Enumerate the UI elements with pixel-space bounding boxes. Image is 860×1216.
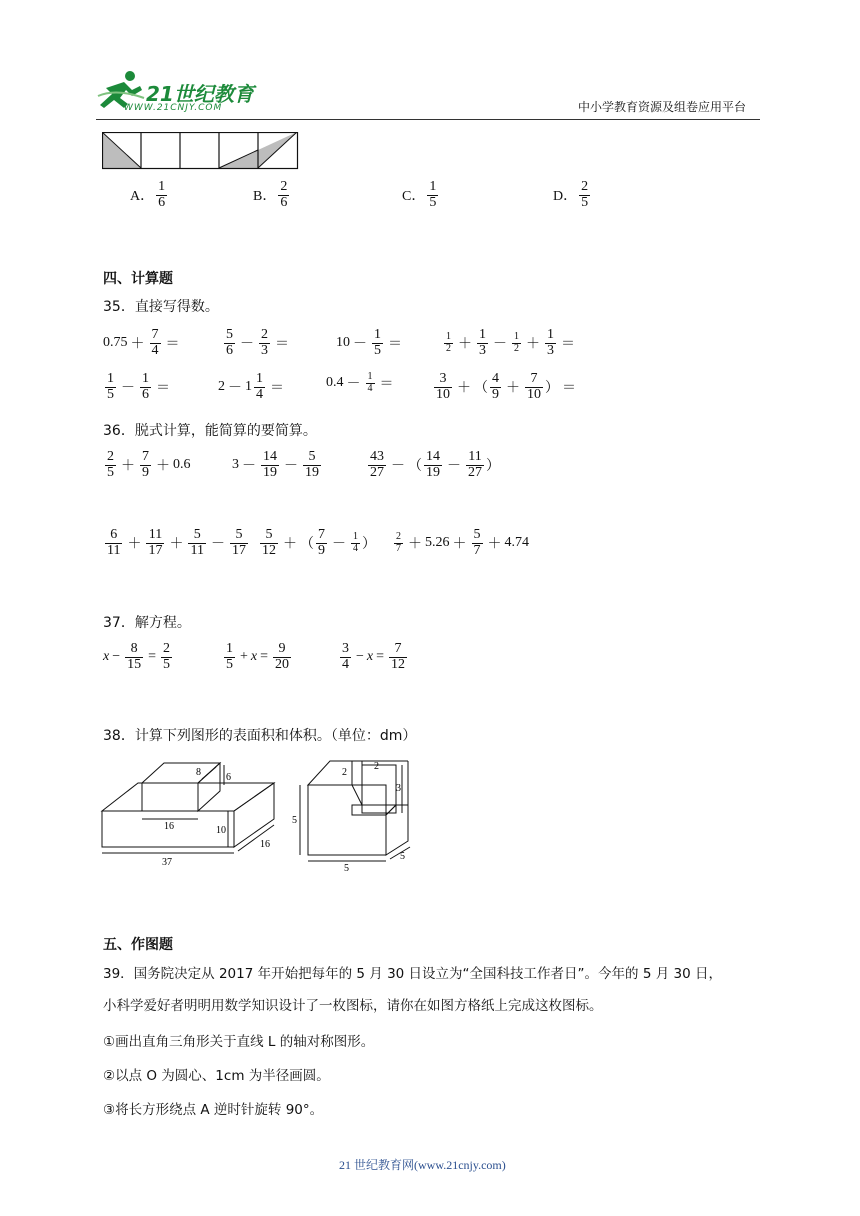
q36-expr-2: 3 － $\frac{14}{19}$ － $\frac{5}{19}$ [232, 449, 319, 480]
q35-expr-5: $\frac{1}{5}$ － $\frac{1}{6}$ ＝ [107, 371, 170, 402]
option-fraction: $\frac{1}{6}$ [158, 179, 166, 210]
section-title-calculation: 四、计算题 [103, 271, 173, 287]
option-fraction: $\frac{2}{5}$ [581, 179, 589, 210]
logo-url: WWW.21CNJY.COM [124, 103, 223, 113]
option-label: A． [130, 189, 155, 205]
header-rule [96, 119, 760, 120]
q37-equation-1: x − $\frac{8}{15}$ = $\frac{2}{5}$ [103, 641, 171, 672]
solid-figure-2 [290, 755, 420, 875]
option-b[interactable] [253, 180, 291, 210]
dim-top-depth: 8 [196, 767, 201, 778]
q37-equation-2: $\frac{1}{5}$ + x = $\frac{9}{20}$ [226, 641, 290, 672]
q35-expr-8: $\frac{3}{10}$ ＋ （ $\frac{4}{9}$ ＋ $\frac{7}{10}$ ） ＝ [436, 371, 576, 402]
q36-expr-1: $\frac{2}{5}$ ＋ $\frac{7}{9}$ ＋ 0.6 [107, 449, 191, 480]
option-d[interactable] [553, 180, 592, 210]
dim-base-depth: 16 [260, 839, 270, 850]
dim-depth-a: 2 [342, 767, 347, 778]
q36-expr-6: $\frac{2}{7}$ ＋ 5.26 ＋ $\frac{5}{7}$ ＋ 4.74 [396, 527, 529, 558]
q37-title: 37．解方程。 [103, 615, 191, 631]
q35-expr-4: $\frac{1}{2}$ ＋ $\frac{1}{3}$ － $\frac{1}{2}$ ＋ $\frac{1}{3}$ ＝ [446, 327, 575, 358]
dim-width-total: 5 [344, 863, 349, 874]
dim-base-height: 10 [216, 825, 226, 836]
q35-expr-1: 0.75 ＋ $\frac{7}{4}$ ＝ [103, 327, 180, 358]
q36-title: 36．脱式计算，能简算的要简算。 [103, 423, 317, 439]
option-label: C． [402, 189, 426, 205]
option-a[interactable] [130, 180, 169, 210]
q39-item-2: ②以点 O 为圆心、1cm 为半径画圆。 [103, 1068, 330, 1084]
dim-width-a: 2 [374, 761, 379, 772]
q35-expr-6: 2 － 1 $\frac{1}{4}$ ＝ [218, 371, 284, 402]
q38-title: 38．计算下列图形的表面积和体积。（单位：dm） [103, 728, 417, 744]
q39-item-3: ③将长方形绕点 A 逆时针旋转 90°。 [103, 1102, 324, 1118]
option-c[interactable] [402, 180, 440, 210]
q39-item-1: ①画出直角三角形关于直线 L 的轴对称图形。 [103, 1034, 375, 1050]
q39-line-1: 39．国务院决定从 2017 年开始把每年的 5 月 30 日设立为“全国科技工作者日”。今年的 5 月 30 日， [103, 966, 722, 982]
platform-name: 中小学教育资源及组卷应用平台 [578, 100, 747, 114]
option-fraction: $\frac{2}{6}$ [280, 179, 288, 210]
option-fraction: $\frac{1}{5}$ [429, 179, 437, 210]
logo-name: 21世纪教育 [146, 82, 254, 106]
dim-height-a: 3 [396, 783, 401, 794]
fraction-strip-figure [102, 132, 300, 170]
solid-figure-1 [98, 755, 288, 867]
q37-equation-3: $\frac{3}{4}$ − x = $\frac{7}{12}$ [342, 641, 406, 672]
dim-base-length: 37 [162, 857, 172, 867]
dim-height-total: 5 [292, 815, 297, 826]
q35-expr-7: 0.4 － $\frac{1}{4}$ ＝ [326, 371, 394, 394]
section-title-drawing: 五、作图题 [103, 937, 173, 953]
q35-expr-3: 10 － $\frac{1}{5}$ ＝ [336, 327, 402, 358]
q35-title: 35．直接写得数。 [103, 299, 219, 315]
footer-link[interactable]: 21 世纪教育网(www.21cnjy.com) [339, 1158, 506, 1172]
q35-expr-2: $\frac{5}{6}$ － $\frac{2}{3}$ ＝ [226, 327, 289, 358]
dim-depth-total: 5 [400, 851, 405, 862]
q36-expr-5: $\frac{5}{12}$ ＋ （ $\frac{7}{9}$ － $\frac{1}{4}$ ） [262, 527, 376, 558]
option-label: D． [553, 189, 578, 205]
q36-expr-3: $\frac{43}{27}$ － （ $\frac{14}{19}$ － $\frac{11}{27}$ ） [370, 449, 500, 480]
dim-top-height: 6 [226, 772, 231, 783]
header-logo [96, 68, 266, 118]
dim-top-width: 16 [164, 821, 174, 832]
q36-expr-4: $\frac{6}{11}$ ＋ $\frac{11}{17}$ ＋ $\frac{5}{11}$ － $\frac{5}{17}$ [107, 527, 246, 558]
option-label: B． [253, 189, 277, 205]
q39-line-2: 小科学爱好者明明用数学知识设计了一枚图标，请你在如图方格纸上完成这枚图标。 [103, 998, 603, 1014]
